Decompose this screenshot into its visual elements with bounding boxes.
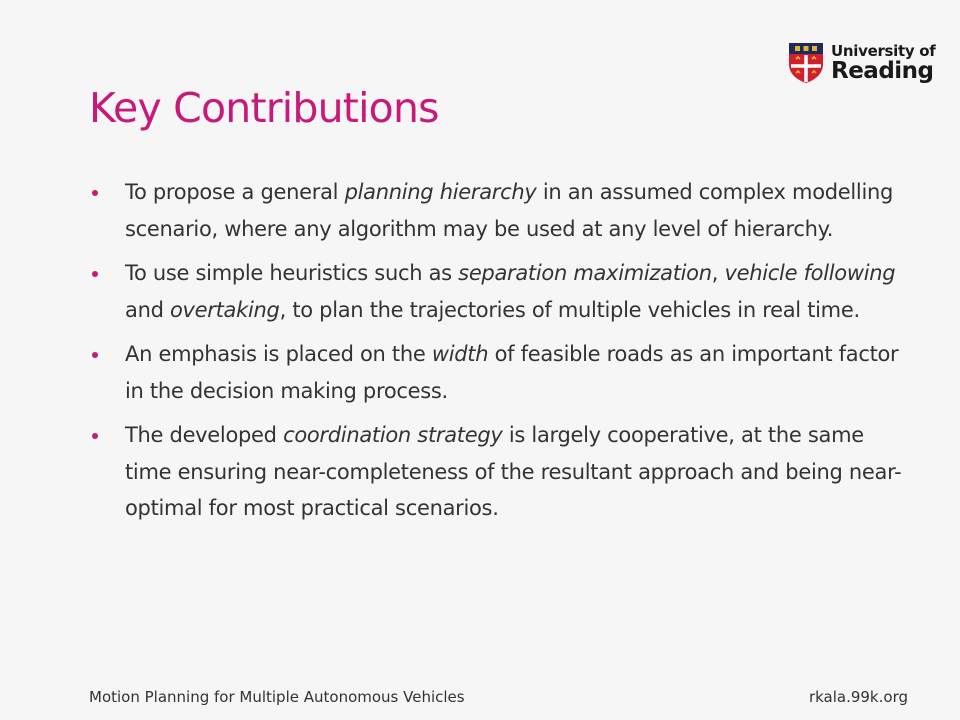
bullet-text: , [711, 261, 725, 285]
bullet-emphasis: overtaking [169, 297, 280, 322]
bullet-item [90, 336, 910, 409]
bullet-dot-icon [92, 190, 98, 196]
bullet-text: To propose a general [125, 180, 345, 204]
bullet-dot-icon [92, 352, 98, 358]
bullet-list [90, 174, 910, 535]
bullet-emphasis: coordination strategy [283, 423, 503, 447]
bullet-emphasis: width [431, 342, 489, 366]
bullet-dot-icon [92, 433, 98, 439]
footer-website: rkala.99k.org [808, 688, 908, 706]
bullet-dot-icon [92, 271, 98, 277]
bullet-text: The developed [125, 423, 284, 447]
bullet-item [90, 255, 910, 328]
bullet-text: , to plan the trajectories of multiple vehicles in real time. [279, 297, 860, 322]
bullet-text: in an assumed complex modelling scenario, where any algorithm may be used at any level of hierarchy. [125, 180, 894, 241]
slide-footer [0, 688, 960, 712]
bullet-emphasis: vehicle following [724, 261, 896, 285]
university-crest-icon [788, 42, 824, 84]
logo-line-1: University of [831, 41, 936, 60]
bullet-text: is largely cooperative, at the same time ensuring near-completeness of the resultant approach and being near-optimal for most practical scenarios. [125, 423, 902, 520]
bullet-text: and [125, 297, 170, 322]
university-logo [788, 42, 936, 84]
bullet-item [90, 174, 910, 247]
bullet-emphasis: separation maximization [458, 261, 712, 285]
bullet-text: To use simple heuristics such as [125, 261, 459, 285]
slide-title: Key Contributions [89, 84, 439, 132]
bullet-text: An emphasis is placed on the [125, 342, 432, 366]
footer-presentation-title: Motion Planning for Multiple Autonomous Vehicles [89, 688, 465, 706]
bullet-emphasis: planning hierarchy [344, 180, 537, 204]
logo-line-2: Reading [831, 57, 934, 84]
bullet-item [90, 417, 910, 527]
bullet-text: of feasible roads as an important factor in the decision making process. [125, 342, 899, 403]
